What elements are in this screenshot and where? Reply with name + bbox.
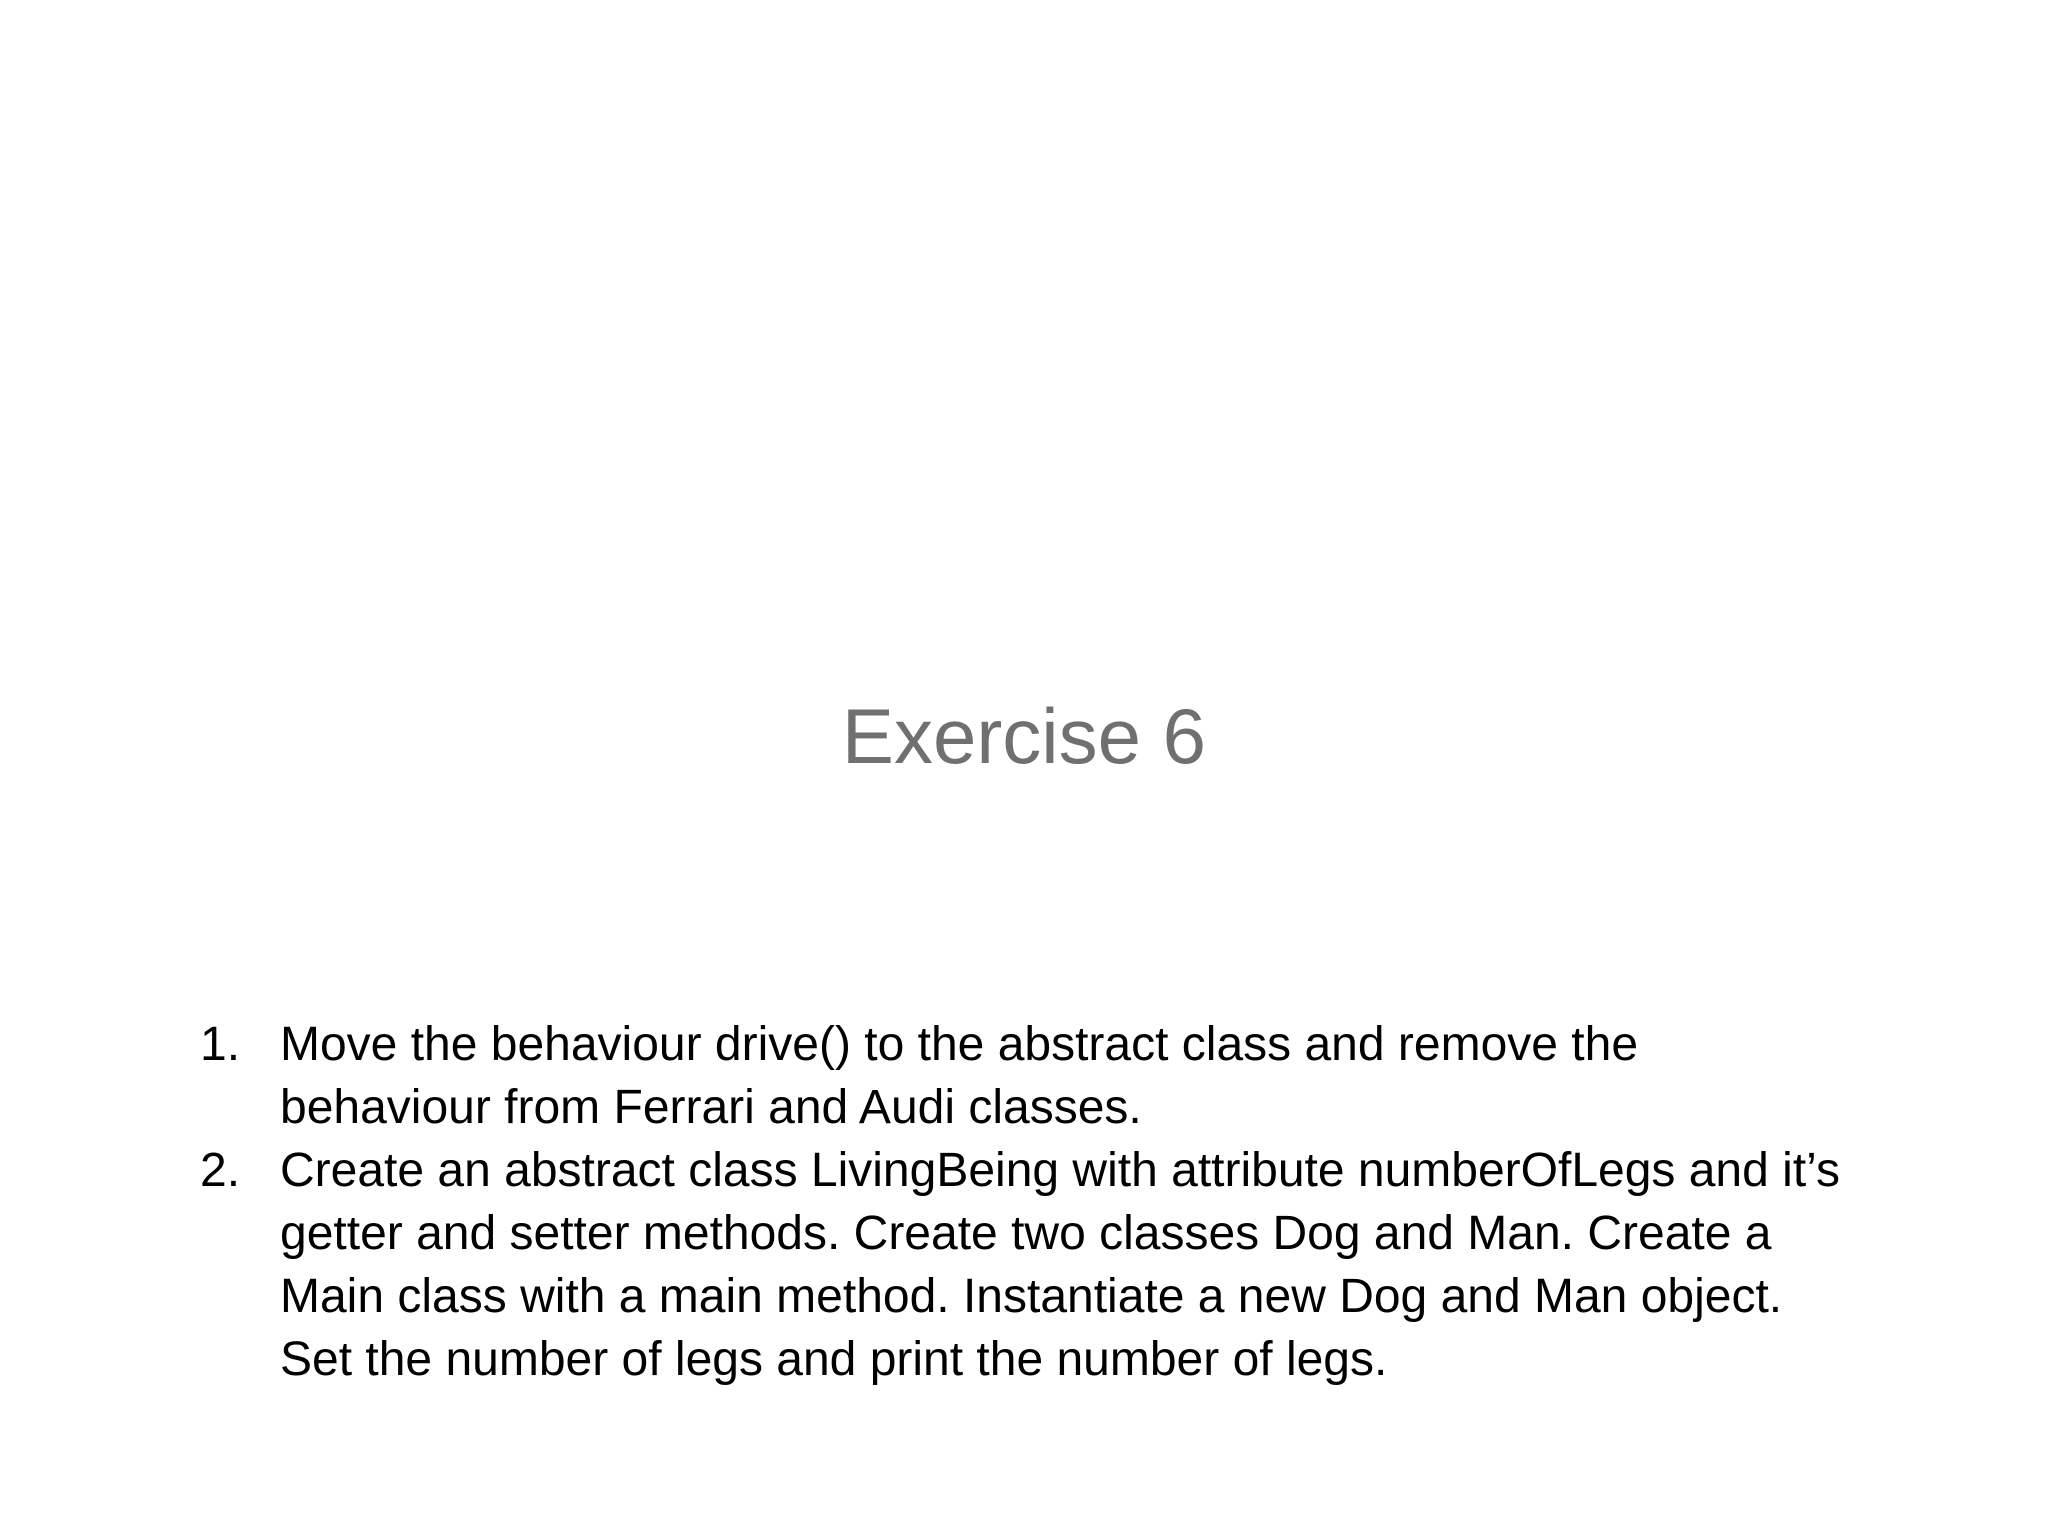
task-text: Create an abstract class LivingBeing with attribute numberOfLegs and it’s getter and setter methods. Create two classes Dog and Man. Create a Main class with a main method. Instantiate a new Dog and Man object. Set the number of legs and print the number of legs. bbox=[280, 1144, 1840, 1386]
task-item-2 bbox=[200, 1139, 1850, 1391]
slide-title: Exercise 6 bbox=[841, 692, 1207, 780]
task-list bbox=[200, 1013, 1850, 1391]
task-item-1 bbox=[200, 1013, 1850, 1139]
task-number: 2. bbox=[200, 1144, 241, 1197]
task-text: Move the behaviour drive() to the abstract class and remove the behaviour from Ferrari and Audi classes. bbox=[280, 1018, 1639, 1134]
task-number: 1. bbox=[200, 1018, 241, 1071]
